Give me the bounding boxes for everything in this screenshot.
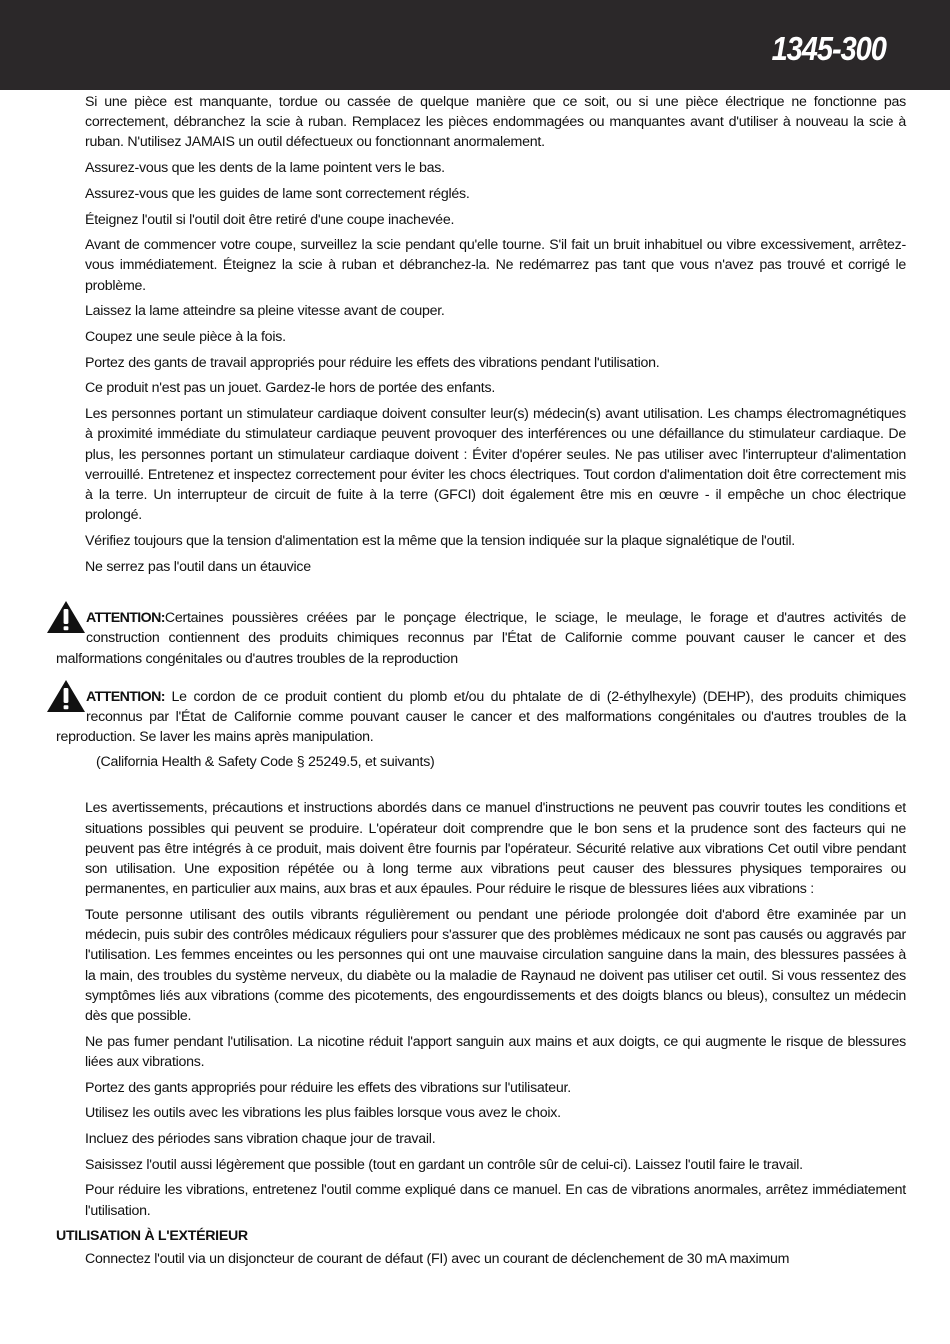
header-bar (0, 0, 950, 90)
paragraph: Assurez-vous que les dents de la lame pointent vers le bas. (85, 160, 445, 177)
paragraph: Toute personne utilisant des outils vibrants régulièrement ou pendant une période prolongée doit d'abord être examinée par un médecin, puis subir des contrôles médicaux réguliers pour s'assurer que des problèmes médicaux ne sont pas causés ou aggravés par l'utilisation. Les femmes enceintes ou les personnes qui ont une mauvaise circulation sanguine dans la main, des blessures passées à la main, des troubles du système nerveux, du diabète ou la maladie de Raynaud ne doivent pas utiliser cet outil. Si vous ressentez des symptômes liés aux vibrations (comme des picotements, des engourdissements et des doigts blancs ou bleus), consultez un médecin dès que possible. (85, 907, 906, 1025)
paragraph: Ne serrez pas l'outil dans un étauvice (85, 558, 311, 575)
paragraph: Saisissez l'outil aussi légèrement que possible (tout en gardant un contrôle sûr de celui-ci). Laissez l'outil faire le travail. (85, 1156, 803, 1173)
warning-heading: ATTENTION: (86, 688, 165, 705)
paragraph: Éteignez l'outil si l'outil doit être retiré d'une coupe inachevée. (85, 211, 455, 228)
paragraph: Connectez l'outil via un disjoncteur de courant de défaut (FI) avec un courant de déclenchement de 30 mA maximum (85, 1251, 790, 1268)
paragraph: Si une pièce est manquante, tordue ou cassée de quelque manière que ce soit, ou si une pièce électrique ne fonctionne pas correctement, débranchez la scie à ruban. Remplacez les pièces endommagées ou manquantes avant d'utiliser à nouveau la scie à ruban. N'utilisez JAMAIS un outil défectueux ou fonctionnant anormalement. (85, 94, 906, 151)
model-number: 1345-300 (771, 30, 886, 67)
page-content (56, 92, 906, 1275)
paragraph: Portez des gants appropriés pour réduire les effets des vibrations sur l'utilisateur. (85, 1079, 571, 1096)
paragraph: Vérifiez toujours que la tension d'alimentation est la même que la tension indiquée sur la plaque signalétique de l'outil. (85, 532, 795, 549)
paragraph: Avant de commencer votre coupe, surveillez la scie pendant qu'elle tourne. S'il fait un bruit inhabituel ou vibre excessivement, arrêtez-vous immédiatement. Éteignez la scie à ruban et débranchez-la. Ne redémarrez pas tant que vous n'avez pas trouvé et corrigé le problème. (85, 237, 906, 294)
paragraph: Pour réduire les vibrations, entretenez l'outil comme expliqué dans ce manuel. En cas de vibrations anormales, arrêtez immédiatement l'utilisation. (85, 1182, 906, 1219)
warning-triangle-icon (46, 679, 86, 713)
paragraph: Assurez-vous que les guides de lame sont correctement réglés. (85, 185, 470, 202)
paragraph: Coupez une seule pièce à la fois. (85, 329, 286, 346)
paragraph: Les avertissements, précautions et instructions abordés dans ce manuel d'instructions ne peuvent pas couvrir toutes les conditions et situations possibles qui peuvent se produire. L'opérateur doit comprendre que le bon sens et la prudence sont des facteurs qui ne peuvent pas être intégrés à ce produit, mais doivent être fournis par l'opérateur. Sécurité relative aux vibrations Cet outil vibre pendant son utilisation. Une exposition répétée ou à long terme aux vibrations peut causer des blessures physiques temporaires ou permanentes, en particulier aux mains, aux bras et aux épaules. Pour réduire le risque de blessures liées aux vibrations : (85, 800, 906, 898)
legal-reference: (California Health & Safety Code § 25249.5, et suivants) (96, 754, 435, 771)
warning-text: Le cordon de ce produit contient du plomb et/ou du phtalate de di (2-éthylhexyle) (DEHP), des produits chimiques reconnus par l'État de Californie comme pouvant causer le cancer et des malformations congénitales ou d'autres troubles de la reproduction. Se laver les mains après manipulation. (56, 688, 906, 746)
warning-heading: ATTENTION: (86, 610, 165, 627)
warning-triangle-icon (46, 600, 86, 634)
paragraph: Les personnes portant un stimulateur cardiaque doivent consulter leur(s) médecin(s) avant utilisation. Les champs électromagnétiques à proximité immédiate du stimulateur cardiaque peuvent provoquer des interférences ou une défaillance du stimulateur cardiaque. De plus, les personnes portant un stimulateur cardiaque doivent : Éviter d'opérer seules. Ne pas utiliser avec l'interrupteur d'alimentation verrouillé. Entretenez et inspectez correctement pour éviter les chocs électriques. Tout cordon d'alimentation doit être correctement mis à la terre. Un interrupteur de circuit de fuite à la terre (GFCI) doit également être mis en œuvre - il empêche un choc électrique prolongé. (85, 406, 906, 524)
paragraph: Ne pas fumer pendant l'utilisation. La nicotine réduit l'apport sanguin aux mains et aux doigts, ce qui augmente le risque de blessures liées aux vibrations. (85, 1033, 906, 1070)
paragraph: Utilisez les outils avec les vibrations les plus faibles lorsque vous avez le choix. (85, 1105, 561, 1122)
paragraph: Laissez la lame atteindre sa pleine vitesse avant de couper. (85, 303, 445, 320)
paragraph: Portez des gants de travail appropriés pour réduire les effets des vibrations pendant l'utilisation. (85, 354, 660, 371)
section-heading-outdoor: UTILISATION À L'EXTÉRIEUR (56, 1228, 248, 1245)
paragraph: Incluez des périodes sans vibration chaque jour de travail. (85, 1131, 436, 1148)
warning-text: Certaines poussières créées par le ponçage électrique, le sciage, le meulage, le forage et d'autres activités de construction contiennent des produits chimiques reconnus par l'État de Californie comme pouvant causer le cancer et des malformations congénitales ou d'autres troubles de la reproduction (56, 610, 906, 667)
california-warning-dust (56, 608, 906, 669)
paragraph: Ce produit n'est pas un jouet. Gardez-le hors de portée des enfants. (85, 380, 496, 397)
california-warning-cord (56, 687, 906, 748)
